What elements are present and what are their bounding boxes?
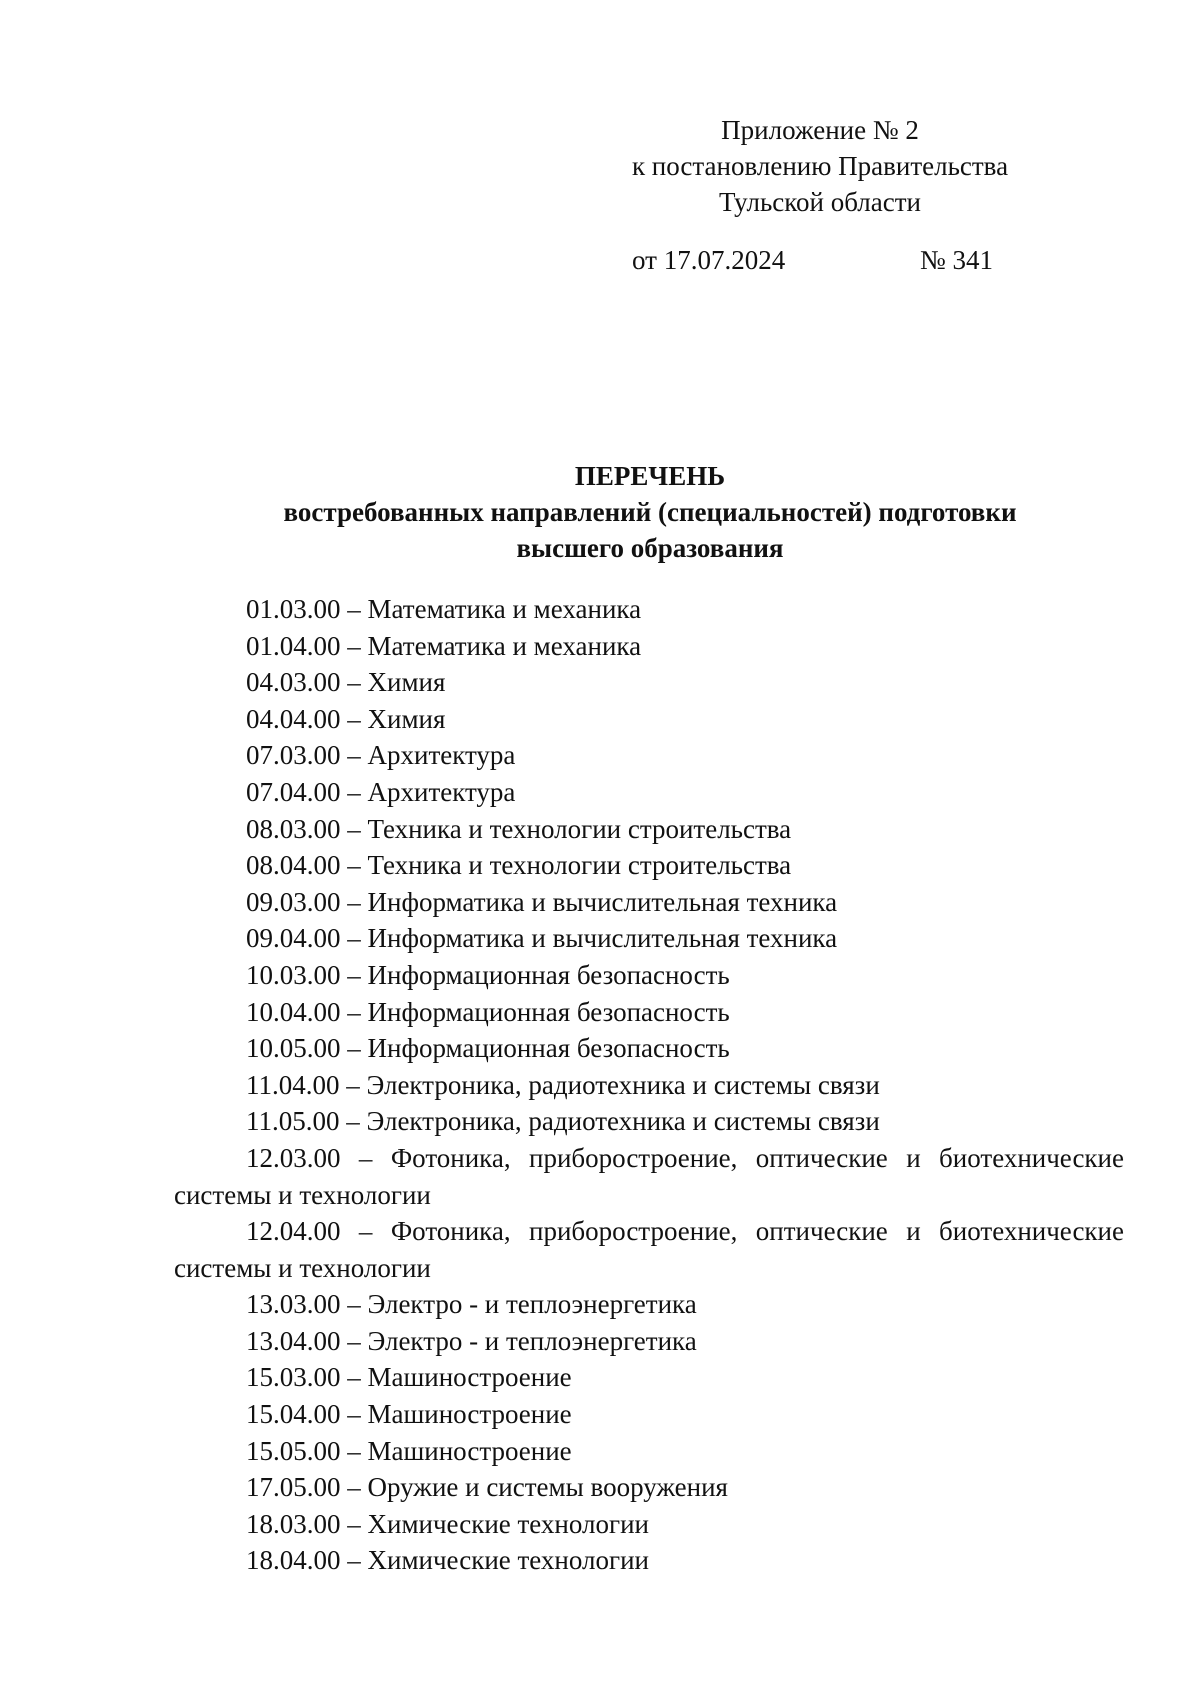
list-item: 15.04.00 – Машиностроение [246, 1399, 572, 1430]
list-item: 12.03.00 – Фотоника, приборостроение, оптические и биотехнические системы и технологии [174, 1142, 1124, 1210]
list-item: 01.03.00 – Математика и механика [246, 594, 642, 624]
list-item: 07.04.00 – Архитектура [246, 776, 516, 807]
appendix-block [590, 112, 1050, 220]
list-item: 11.05.00 – Электроника, радиотехника и системы связи [246, 1106, 880, 1137]
heading-subtitle-line-2: высшего образования [516, 533, 784, 563]
list-item: 18.03.00 – Химические технологии [246, 1508, 649, 1539]
list-item: 10.04.00 – Информационная безопасность [246, 996, 730, 1027]
list-item: 11.04.00 – Электроника, радиотехника и системы связи [246, 1069, 880, 1100]
list-item: 04.03.00 – Химия [246, 667, 446, 698]
list-item: 17.05.00 – Оружие и системы вооружения [246, 1472, 728, 1503]
decree-number: № 341 [920, 245, 994, 275]
list-item: 13.04.00 – Электро - и теплоэнергетика [246, 1325, 697, 1356]
list-item: 12.04.00 – Фотоника, приборостроение, оптические и биотехнические системы и технологии [174, 1216, 1124, 1283]
list-item: 15.05.00 – Машиностроение [246, 1435, 572, 1466]
decree-date: от 17.07.2024 [632, 245, 786, 275]
appendix-region: Тульской области [719, 187, 921, 217]
document-heading [170, 458, 1130, 566]
list-item: 07.03.00 – Архитектура [246, 740, 516, 771]
list-item: 09.03.00 – Информатика и вычислительная техника [246, 886, 838, 917]
list-item: 15.03.00 – Машиностроение [246, 1362, 572, 1393]
specialties-list [174, 591, 1124, 1579]
list-item: 10.05.00 – Информационная безопасность [246, 1033, 730, 1064]
list-item: 13.03.00 – Электро - и теплоэнергетика [246, 1289, 697, 1320]
appendix-number: Приложение № 2 [721, 115, 919, 145]
list-item: 01.04.00 – Математика и механика [246, 630, 642, 661]
list-item: 08.04.00 – Техника и технологии строительства [246, 850, 792, 881]
list-item: 10.03.00 – Информационная безопасность [246, 959, 730, 990]
list-item: 04.04.00 – Химия [246, 703, 446, 734]
list-item: 18.04.00 – Химические технологии [246, 1545, 649, 1576]
heading-title: ПЕРЕЧЕНЬ [574, 461, 726, 491]
appendix-reference: к постановлению Правительства [631, 151, 1009, 181]
list-item: 09.04.00 – Информатика и вычислительная техника [246, 923, 838, 954]
list-item: 08.03.00 – Техника и технологии строительства [246, 813, 792, 844]
heading-subtitle-line-1: востребованных направлений (специальностей) подготовки [283, 497, 1017, 527]
